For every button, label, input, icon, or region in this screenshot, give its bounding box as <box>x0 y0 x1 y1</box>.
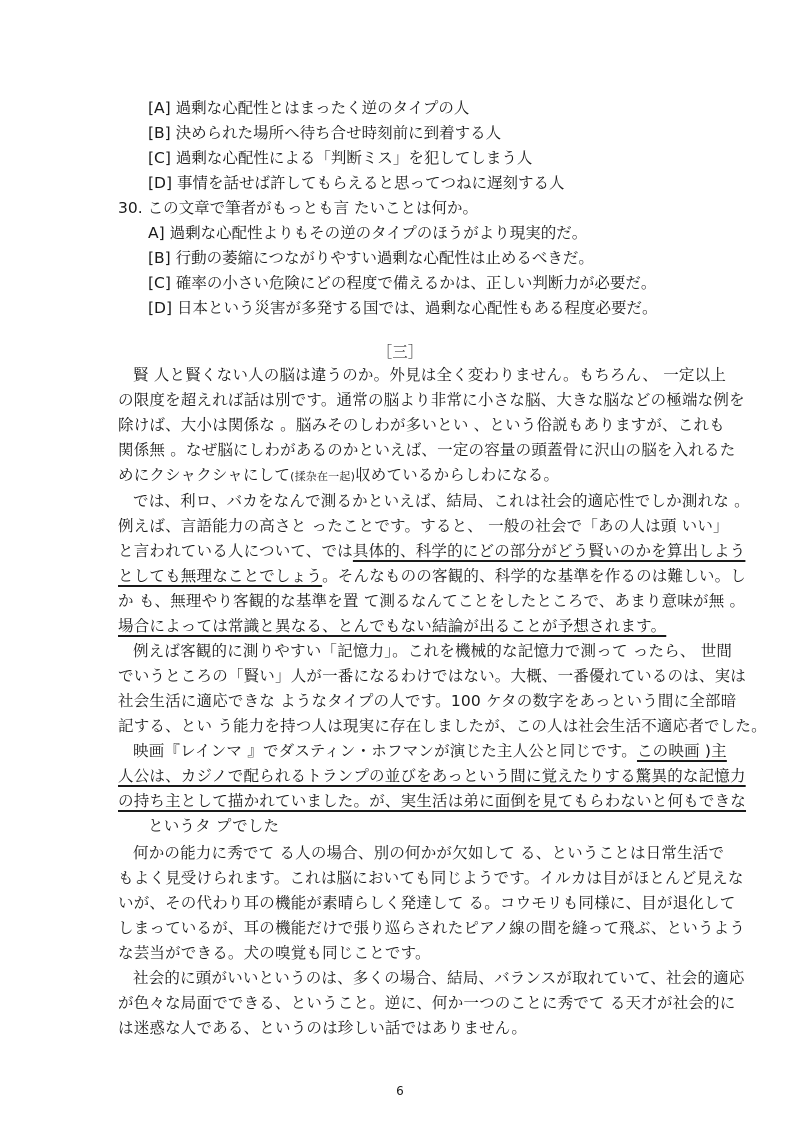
q30-option-a: A] 過剰な心配性よりもその逆のタイプのほうがより現実的だ。 <box>148 224 588 242</box>
passage-line: が色々な局面でできる、ということ。逆に、何か一つのことに秀でて る天才が社会的に <box>118 994 736 1012</box>
passage-line: もよく見受けられます。これは脳においても同じようです。イルカは目がほとんど見えな <box>118 869 744 887</box>
passage-line: 何かの能力に秀でて る人の場合、別の何かが欠如して る、ということは日常生活で <box>133 844 725 862</box>
page-number: 6 <box>396 1084 404 1098</box>
q30-option-c: [C] 確率の小さい危険にどの程度で備えるかは、正しい判断力が必要だ。 <box>148 274 657 292</box>
passage-line: な芸当ができる。犬の嗅覚も同じことです。 <box>118 944 431 962</box>
passage-text: 映画『レインマ 』でダスティン・ホフマンが演じた主人公と同じです。 <box>133 742 637 760</box>
passage-line: いが、その代わり耳の機能が素晴らしく発達して る。コウモリも同様に、目が退化して <box>118 894 736 912</box>
passage-line <box>133 741 727 761</box>
underlined-text: この映画 )主 <box>636 742 727 760</box>
passage-line: 例えば客観的に測りやすい「記憶力」。これを機械的な記憶力で測って ったら、 世間 <box>133 642 733 660</box>
passage-line: 関係無 。なぜ脳にしわがあるのかといえば、一定の容量の頭蓋骨に沢山の脳を入れるた <box>118 441 736 459</box>
passage-line: か も、無理やり客観的な基準を置 て測るなんてことをしたところで、あまり意味が無 。 <box>118 592 746 610</box>
passage-text: 収めているからしわになる。 <box>355 466 560 484</box>
passage-line: というタ プでした <box>148 817 280 835</box>
q30-option-d: [D] 日本という災害が多発する国では、過剰な心配性もある程度必要だ。 <box>148 299 658 317</box>
passage-line: 除けば、大小は関係な 。脳みそのしわが多いとい 、という俗説もありますが、これも <box>118 416 725 434</box>
passage-line: 社会的に頭がいいというのは、多くの場合、結局、バランスが取れていて、社会的適応 <box>133 969 745 987</box>
passage-line: の限度を超えれば話は別です。通常の脳より非常に小さな脳、大きな脳などの極端な例を <box>118 391 745 409</box>
passage-line: しまっているが、耳の機能だけで張り巡らされたピアノ線の間を縫って飛ぶ、というよう <box>118 919 746 937</box>
passage-line: でいうところの「賢い」人が一番になるわけではない。大概、一番優れているのは、実は <box>118 667 747 685</box>
q29-option-a: [A] 過剰な心配性とはまったく逆のタイプの人 <box>148 99 470 117</box>
q29-option-d: [D] 事情を話せば許してもらえると思ってつねに遅刻する人 <box>148 174 565 192</box>
underlined-text: 人公は、カジノで配られるトランプの並びをあっという間に覚えたりする驚異的な記憶力 <box>118 767 746 785</box>
underlined-text: としても無理なことでしょう <box>118 567 323 585</box>
q30-question: 30. この文章で筆者がもっとも言 たいことは何か。 <box>118 199 479 217</box>
passage-line: は迷惑な人である、というのは珍しい話ではありません。 <box>118 1019 528 1037</box>
section-heading: ［三］ <box>376 343 424 361</box>
q30-option-b: [B] 行動の萎縮につながりやすい過剰な心配性は止めるべきだ。 <box>148 249 594 267</box>
chinese-gloss: (揉杂在一起) <box>290 470 356 483</box>
underlined-text: 場合によっては常識と異なる、とんでもない結論が出ることが予想されます。 <box>118 617 667 635</box>
passage-text: めにクシャクシャにして <box>118 466 291 484</box>
passage-line <box>118 541 745 561</box>
passage-line: 賢 人と賢くない人の脳は違うのか。外見は全く変わりません。もちろん、 一定以上 <box>133 366 727 384</box>
underlined-text: の持ち主として描かれていました。が、実生活は弟に面倒を見てもらわないと何もできな <box>118 792 747 810</box>
passage-line: 記する、とい う能力を持つ人は現実に存在しましたが、この人は社会生活不適応者でした。 <box>118 717 767 735</box>
q29-option-c: [C] 過剰な心配性による「判断ミス」を犯してしまう人 <box>148 149 533 167</box>
passage-line: では、利ロ、バカをなんで測るかといえば、結局、これは社会的適応性でしか測れな 。 <box>133 492 750 510</box>
passage-line: 例えば、言語能力の高さと ったことです。すると、 一般の社会で「あの人は頭 いい」 <box>118 517 729 535</box>
underlined-text: 具体的、科学的にどの部分がどう賢いのかを算出しよう <box>352 542 746 560</box>
q29-option-b: [B] 決められた場所へ待ち合せ時刻前に到着する人 <box>148 124 502 142</box>
passage-text: と言われている人について、では <box>118 542 353 560</box>
passage-line <box>118 566 746 586</box>
passage-line: 社会生活に適応できな ようなタイプの人です。100 ケタの数字をあっという間に全部暗 <box>118 692 737 710</box>
passage-text: 。そんなものの客観的、科学的な基準を作るのは難しい。し <box>322 567 747 585</box>
passage-line <box>118 465 559 487</box>
